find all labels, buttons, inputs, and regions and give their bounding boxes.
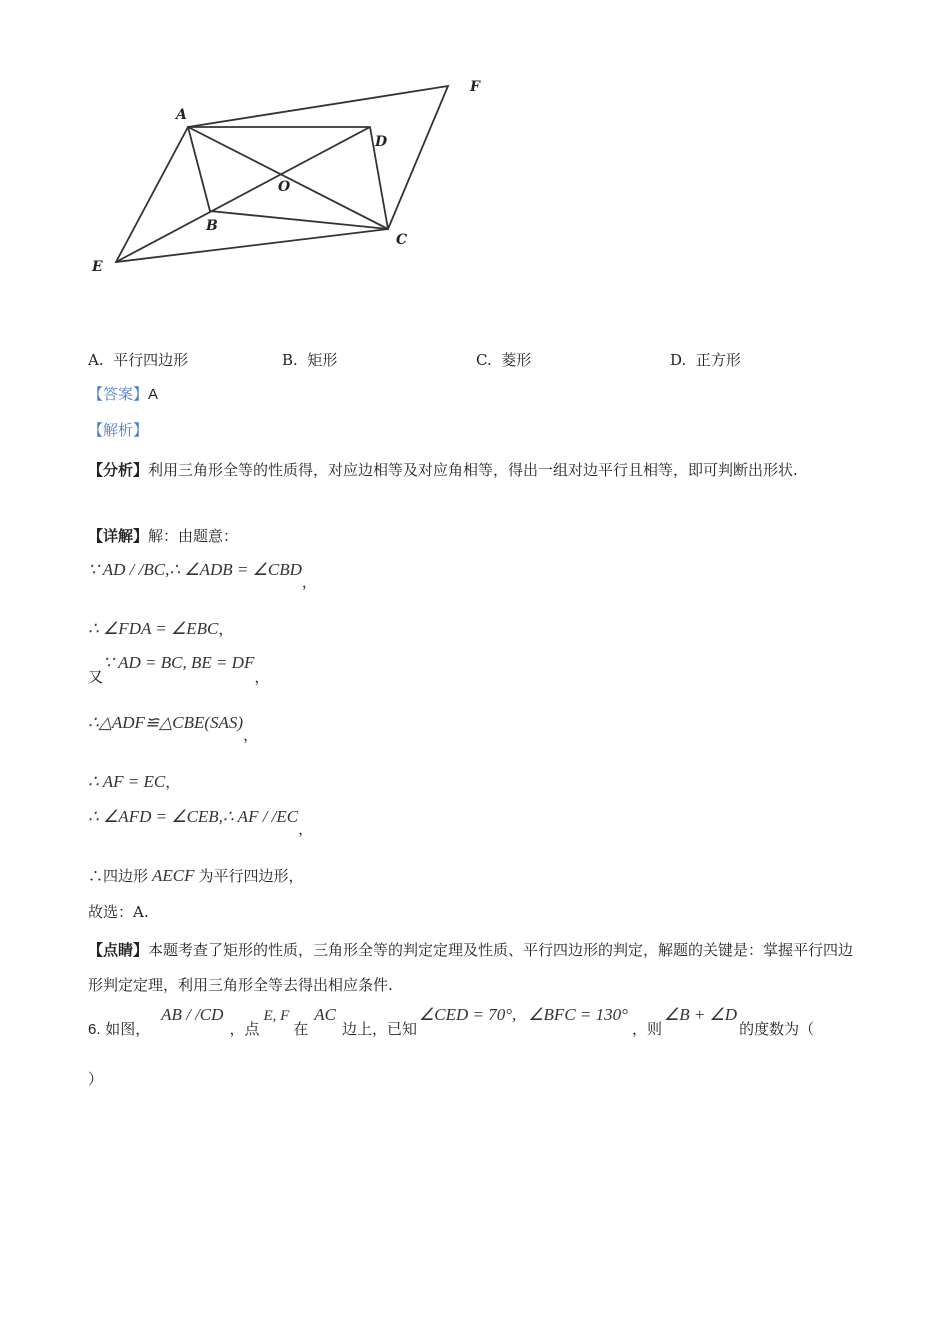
answer-value: A	[148, 386, 159, 403]
choice-b: B. 矩形	[282, 351, 338, 369]
label-o: O	[278, 179, 291, 195]
step-4: ∴△ADF≌△CBE(SAS)，	[88, 713, 259, 744]
answer-tag: 【答案】	[88, 385, 149, 403]
label-a: A	[176, 107, 187, 123]
label-b: B	[206, 218, 218, 234]
choice-c: C. 菱形	[476, 351, 532, 369]
analysis-tag: 【解析】	[88, 421, 149, 439]
step-2: ∴ ∠FDA = ∠EBC，	[88, 619, 234, 638]
answer-line	[88, 383, 158, 406]
dianjing-paragraph: 【点睛】本题考查了矩形的性质，三角形全等的判定定理及性质、平行四边形的判定，解题的关键是：掌握平行四边形判定定理，利用三角形全等去得出相应条件.	[88, 941, 854, 994]
question-6-close: ）	[88, 1070, 104, 1088]
diagonal-ac	[188, 127, 388, 229]
step-1: ∵ AD / /BC,∴ ∠ADB = ∠CBD，	[88, 560, 317, 591]
fenxi-paragraph: 【分析】利用三角形全等的性质得，对应边相等及对应角相等，得出一组对边平行且相等，即可判断出形状.	[88, 461, 798, 479]
geometry-figure	[80, 70, 510, 290]
label-d: D	[375, 134, 388, 150]
step-3: 又∵ AD = BC, BE = DF，	[88, 653, 270, 686]
label-e: E	[92, 259, 103, 275]
choice-a: A. 平行四边形	[88, 351, 189, 369]
detail-line: 【详解】解：由题意：	[88, 527, 239, 545]
step-8: 故选：A.	[88, 903, 149, 921]
label-c: C	[396, 232, 408, 248]
diagonal-ef	[116, 127, 370, 262]
label-f: F	[470, 79, 480, 95]
question-6: 6. 如图， AB / /CD，点E, F在AC边上，已知∠CED = 70°, ∠BFC = 130°，则∠B + ∠D的度数为（	[88, 1005, 815, 1038]
step-7: ∴四边形 AECF 为平行四边形，	[88, 866, 304, 885]
step-6: ∴ ∠AFD = ∠CEB,∴ AF / /EC，	[88, 807, 314, 838]
step-5: ∴ AF = EC，	[88, 772, 181, 791]
choice-d: D. 正方形	[670, 351, 741, 369]
